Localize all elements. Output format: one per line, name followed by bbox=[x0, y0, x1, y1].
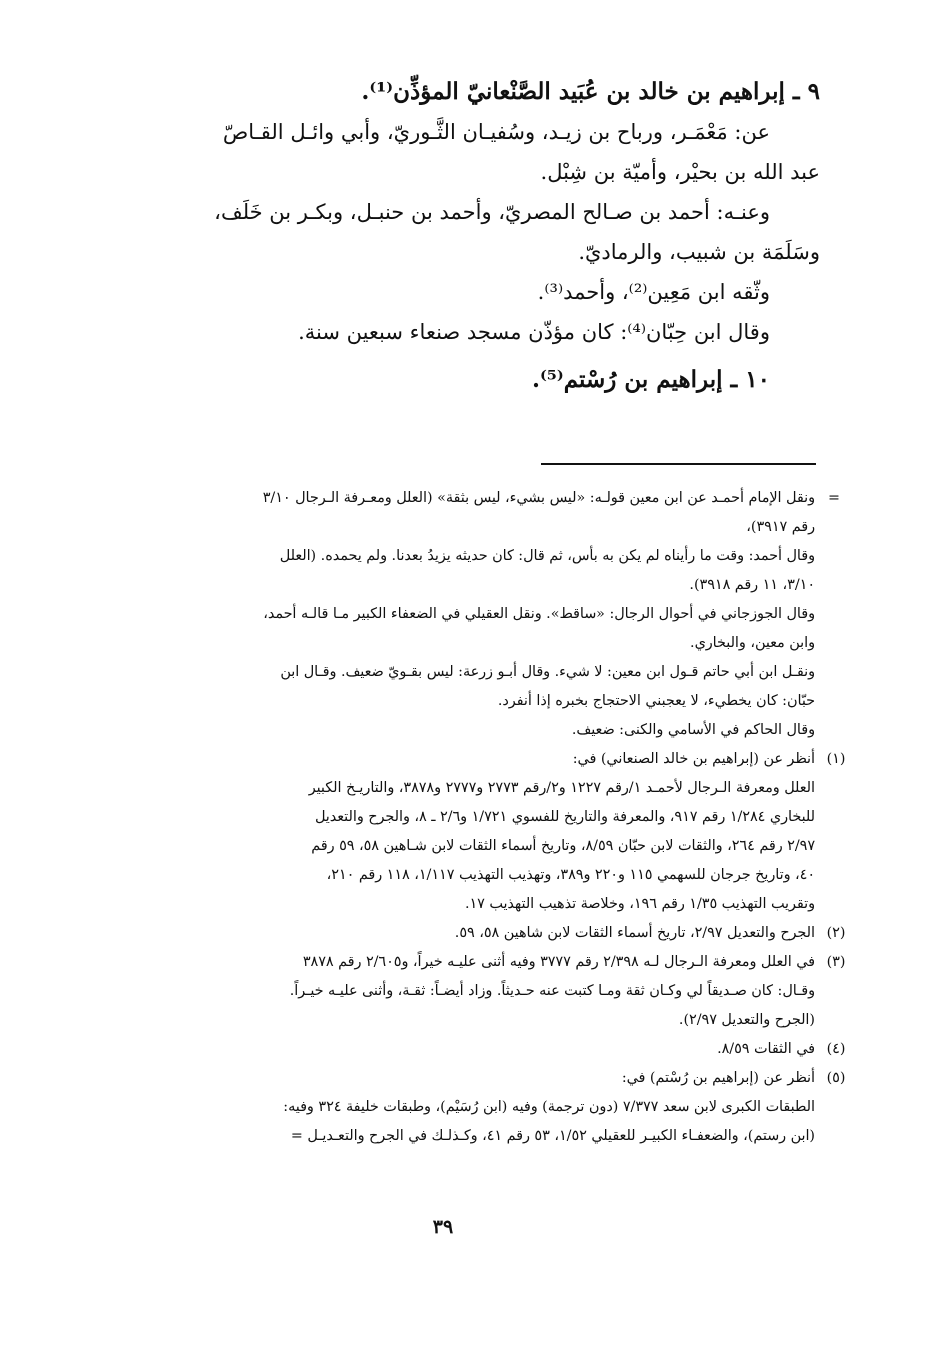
footnote-line: في العلل ومعرفة الـرجال لـه ٢/٣٩٨ رقم ٣٧٧٧ وفيه أثنى عليـه خيراً، و٢/٦٠٥ رقم ٣٨٧٨ bbox=[302, 954, 815, 970]
entry-9-ibn-hibban-line: وقال ابن حِبّان⁽⁴⁾: كان مؤذّن مسجد صنعاء سبعين سنة. bbox=[298, 320, 770, 344]
continuation-line: ونقل الإمام أحمـد عن ابن معين قولـه: «ليس بشيء، ليس بثقة» (العلل ومعـرفة الـرجال ٣/١٠ bbox=[262, 490, 815, 506]
entry-9-teachers-line-2: عبد الله بن بحيْر، وأميّة بن شِبْل. bbox=[540, 160, 820, 184]
continuation-line: وابن معين، والبخاري. bbox=[690, 635, 815, 651]
footnote-line: (ابن رستم)، والضعفـاء الكبيـر للعقيلي ١/٥٢، ٥٣ رقم ٤١، وكـذلـك في الجرح والتعـديـل = bbox=[290, 1128, 815, 1144]
footnote-line: وتقريب التهذيب ١/٣٥ رقم ١٩٦، وخلاصة تذهيب التهذيب ١٧. bbox=[464, 896, 815, 912]
entry-9-reliability-line: وثّقه ابن مَعِين⁽²⁾، وأحمد⁽³⁾. bbox=[537, 280, 770, 304]
footnote-3 bbox=[95, 948, 846, 1035]
footnote-number: (١) bbox=[826, 751, 846, 767]
footnote-number: (٥) bbox=[826, 1070, 846, 1086]
footnote-line: العلل ومعرفة الـرجال لأحمـد ١/رقم ١٢٢٧ و٢/رقم ٢٧٧٣ و٢٧٧٧ و٣٨٧٨، والتاريـخ الكبير bbox=[308, 780, 815, 796]
footnote-line: (الجرح والتعديل ٢/٩٧). bbox=[678, 1012, 815, 1028]
footnotes bbox=[95, 484, 846, 1151]
continuation-line: وقال الحاكم في الأسامي والكنى: ضعيف. bbox=[571, 722, 815, 738]
footnote-1 bbox=[95, 745, 846, 919]
footnote-line: للبخاري ١/٢٨٤ رقم ٩١٧، والمعرفة والتاريخ للفسوي ١/٧٢١ و٢/٦ ـ ٨، والجرح والتعديل bbox=[314, 809, 815, 825]
footnote-line: في الثقات ٨/٥٩. bbox=[717, 1041, 815, 1057]
footnote-line: ٢/٩٧ رقم ٢٦٤، والثقات لابن حبّان ٨/٥٩، وتاريخ أسماء الثقات لابن شـاهين ٥٨، ٥٩ رقم bbox=[311, 838, 815, 854]
footnote-continuation bbox=[95, 484, 840, 745]
footnote-number: (٤) bbox=[826, 1041, 846, 1057]
continuation-line: حبّان: كان يخطيء، لا يعجبني الاحتجاج بخبره إذا أنفرد. bbox=[497, 693, 815, 709]
main-text bbox=[96, 72, 820, 400]
entry-9-heading: ٩ ـ إبراهيم بن خالد بن عُبَيد الصَّنْعانيّ المؤذِّن⁽¹⁾. bbox=[361, 78, 820, 105]
entry-9-students-line-1: وعنـه: أحمد بن صـالح المصريّ، وأحمد بن حنبـل، وبكـر بن خَلَف، bbox=[214, 200, 770, 224]
page-number: ٣٩ bbox=[432, 1216, 454, 1238]
continuation-mark: = bbox=[828, 490, 840, 506]
footnote-5 bbox=[95, 1064, 846, 1151]
continuation-line: ٣/١٠، ١١ رقم ٣٩١٨). bbox=[689, 577, 815, 593]
footnote-line: أنظر عن (إبراهيم بن خالد الصنعاني) في: bbox=[572, 751, 815, 767]
entry-10-heading: ١٠ ـ إبراهيم بن رُسْتم⁽⁵⁾. bbox=[531, 366, 770, 393]
footnote-4 bbox=[95, 1035, 846, 1064]
footnote-line: الطبقات الكبرى لابن سعد ٧/٣٧٧ (دون ترجمة) وفيه (ابن رُسَيْم)، وطبقات خليفة ٣٢٤ وفيه: bbox=[283, 1099, 815, 1115]
footnote-line: الجرح والتعديل ٢/٩٧، تاريخ أسماء الثقات لابن شاهين ٥٨، ٥٩. bbox=[454, 925, 815, 941]
continuation-line: وقال الجوزجاني في أحوال الرجال: «ساقط». ونقل العقيلي في الضعفاء الكبير مـا قالـه أحمد، bbox=[263, 606, 815, 622]
entry-9-students-line-2: وسَلَمَة بن شبيب، والرماديّ. bbox=[578, 240, 820, 264]
footnote-number: (٣) bbox=[826, 954, 846, 970]
footnote-2 bbox=[95, 919, 846, 948]
entry-9-teachers-line-1: عن: مَعْمَـر، ورباح بن زيـد، وسُفيـان الثَّـوريّ، وأبي وائـل القـاصّ bbox=[222, 120, 770, 144]
footnote-line: ٤٠، وتاريخ جرجان للسهمي ١١٥ و٢٢٠ و٣٨٩، وتهذيب التهذيب ١/١١٧، ١١٨ رقم ٢١٠، bbox=[326, 867, 815, 883]
continuation-line: وقال أحمد: وقت ما رأيناه لم يكن به بأس، ثم قال: كان حديثه يزيدُ بعدنا. ولم يحمده. (العلل bbox=[279, 548, 815, 564]
footnote-line: أنظر عن (إبراهيم بن رُسْتم) في: bbox=[621, 1070, 815, 1086]
footnote-separator bbox=[541, 463, 816, 465]
continuation-line: ونقـل ابن أبي حاتم قـول ابن معين: لا شيء. وقال أبـو زرعة: ليس بقـويّ ضعيف. وقـال ابن bbox=[280, 664, 815, 680]
footnote-line: وقـال: كان صـديقاً لي وكـان ثقة ومـا كتبت عنه حـديثاً. وزاد أيضـاً: ثقـة، وأثنى عليـه خيـراً. bbox=[289, 983, 815, 999]
continuation-line: رقم ٣٩١٧)، bbox=[746, 519, 815, 535]
footnote-number: (٢) bbox=[826, 925, 846, 941]
